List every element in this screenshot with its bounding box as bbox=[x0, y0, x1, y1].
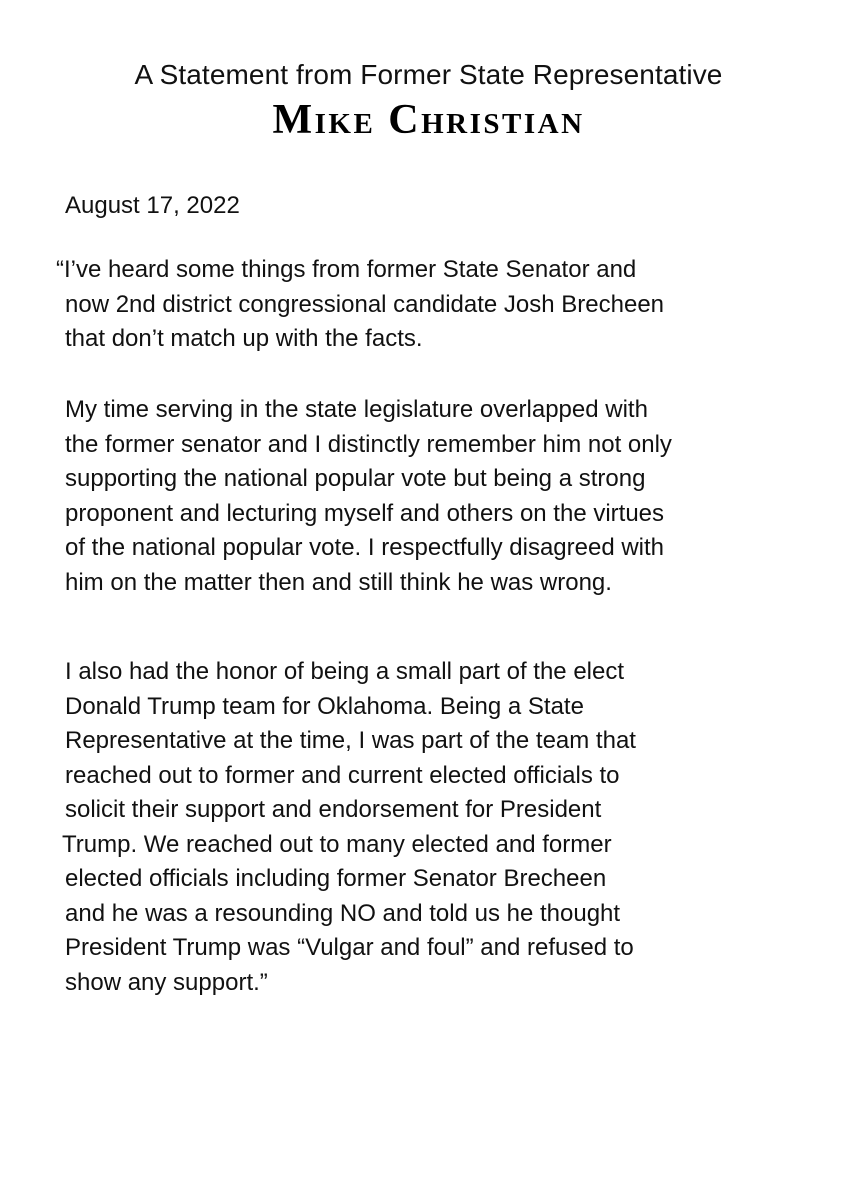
paragraph-line: reached out to former and current elected officials to bbox=[65, 761, 620, 789]
paragraph-line: now 2nd district congressional candidate Josh Brecheen bbox=[65, 290, 665, 318]
author-name: Mike Christian bbox=[272, 97, 585, 143]
paragraph-line: President Trump was “Vulgar and foul” and refused to bbox=[65, 934, 634, 961]
paragraph-1 bbox=[56, 253, 835, 357]
paragraph-line: Trump. We reached out to many elected and former bbox=[62, 830, 612, 858]
paragraph-line: Donald Trump team for Oklahoma. Being a State bbox=[65, 692, 584, 720]
paragraph-line: My time serving in the state legislature overlapped with bbox=[65, 396, 648, 423]
paragraph-line: Representative at the time, I was part of the team that bbox=[65, 727, 636, 754]
paragraph-line: show any support.” bbox=[65, 968, 268, 996]
paragraph-line: the former senator and I distinctly remember him not only bbox=[65, 430, 672, 458]
paragraph-line: proponent and lecturing myself and others on the virtues bbox=[65, 499, 665, 527]
paragraph-line: elected officials including former Senator Brecheen bbox=[65, 865, 607, 892]
paragraph-line: I also had the honor of being a small part of the elect bbox=[65, 658, 625, 685]
paragraph-line: “I’ve heard some things from former State Senator and bbox=[56, 256, 637, 283]
paragraph-line: solicit their support and endorsement for President bbox=[65, 796, 602, 823]
paragraph-3 bbox=[62, 655, 835, 1000]
paragraph-line: him on the matter then and still think he was wrong. bbox=[65, 568, 612, 596]
paragraph-line: of the national popular vote. I respectfully disagreed with bbox=[65, 534, 665, 561]
statement-subtitle: A Statement from Former State Representative bbox=[134, 59, 723, 90]
paragraph-2 bbox=[65, 393, 835, 600]
paragraph-line: and he was a resounding NO and told us he thought bbox=[65, 899, 621, 927]
statement-date: August 17, 2022 bbox=[65, 192, 240, 219]
paragraph-line: that don’t match up with the facts. bbox=[65, 325, 423, 352]
statement-heading bbox=[0, 56, 857, 144]
paragraph-line: supporting the national popular vote but being a strong bbox=[65, 465, 646, 492]
